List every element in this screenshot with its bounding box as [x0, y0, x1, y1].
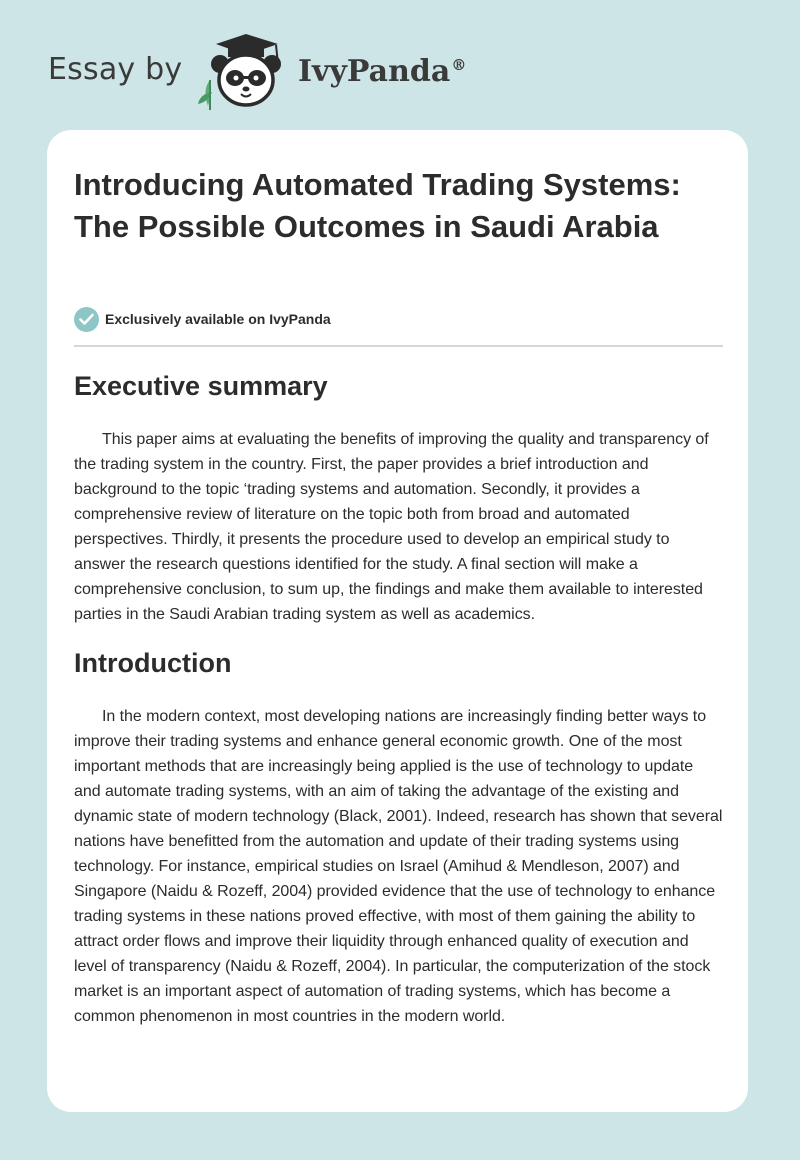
exclusive-badge [74, 306, 331, 332]
section-heading-executive-summary: Executive summary [74, 371, 328, 401]
registered-mark: ® [451, 56, 467, 74]
exclusive-badge-text: Exclusively available on IvyPanda [105, 311, 331, 327]
executive-summary-paragraph: This paper aims at evaluating the benefits of improving the quality and transparency of the trading system in the country. First, the paper provides a brief introduction and background to the topic ‘trading systems and automation. Secondly, it provides a comprehensive review of literature on the topic both from broad and automated perspectives. Thirdly, it presents the procedure used to develop an empirical study to answer the research questions identified for the study. A final section will make a comprehensive conclusion, to sum up, the findings and make them available to interested parties in the Saudi Arabian trading system as well as academics. [74, 431, 709, 623]
divider [74, 345, 723, 347]
section-heading-introduction: Introduction [74, 648, 232, 678]
check-circle-icon [74, 307, 99, 332]
introduction-paragraph: In the modern context, most developing nations are increasingly finding better ways to improve their trading systems and enhance general economic growth. One of the most important methods that are increasingly being applied is the use of technology to update and automate trading systems, with an aim of taking the advantage of the existing and dynamic state of modern technology (Black, 2001). Indeed, research has shown that several nations have benefitted from the automation and update of their trading systems using technology. For instance, empirical studies on Israel (Amihud & Mendleson, 2007) and Singapore (Naidu & Rozeff, 2004) provided evidence that the use of technology to enhance trading systems in these nations proved effective, with most of them gaining the ability to attract order flows and improve their liquidity through enhanced quality of execution and level of transparency (Naidu & Rozeff, 2004). In particular, the computerization of the stock market is an important aspect of automation of trading systems, which has become a common phenomenon in most countries in the modern world. [74, 708, 723, 1025]
panda-graduate-icon[interactable] [198, 34, 294, 110]
site-header [48, 34, 508, 114]
brand-logo-link[interactable] [298, 54, 466, 89]
page-title: Introducing Automated Trading Systems: The Possible Outcomes in Saudi Arabia [74, 167, 681, 244]
essay-card [47, 130, 748, 1112]
essay-by-label: Essay by [48, 52, 183, 87]
brand-name: IvyPanda [298, 54, 451, 89]
